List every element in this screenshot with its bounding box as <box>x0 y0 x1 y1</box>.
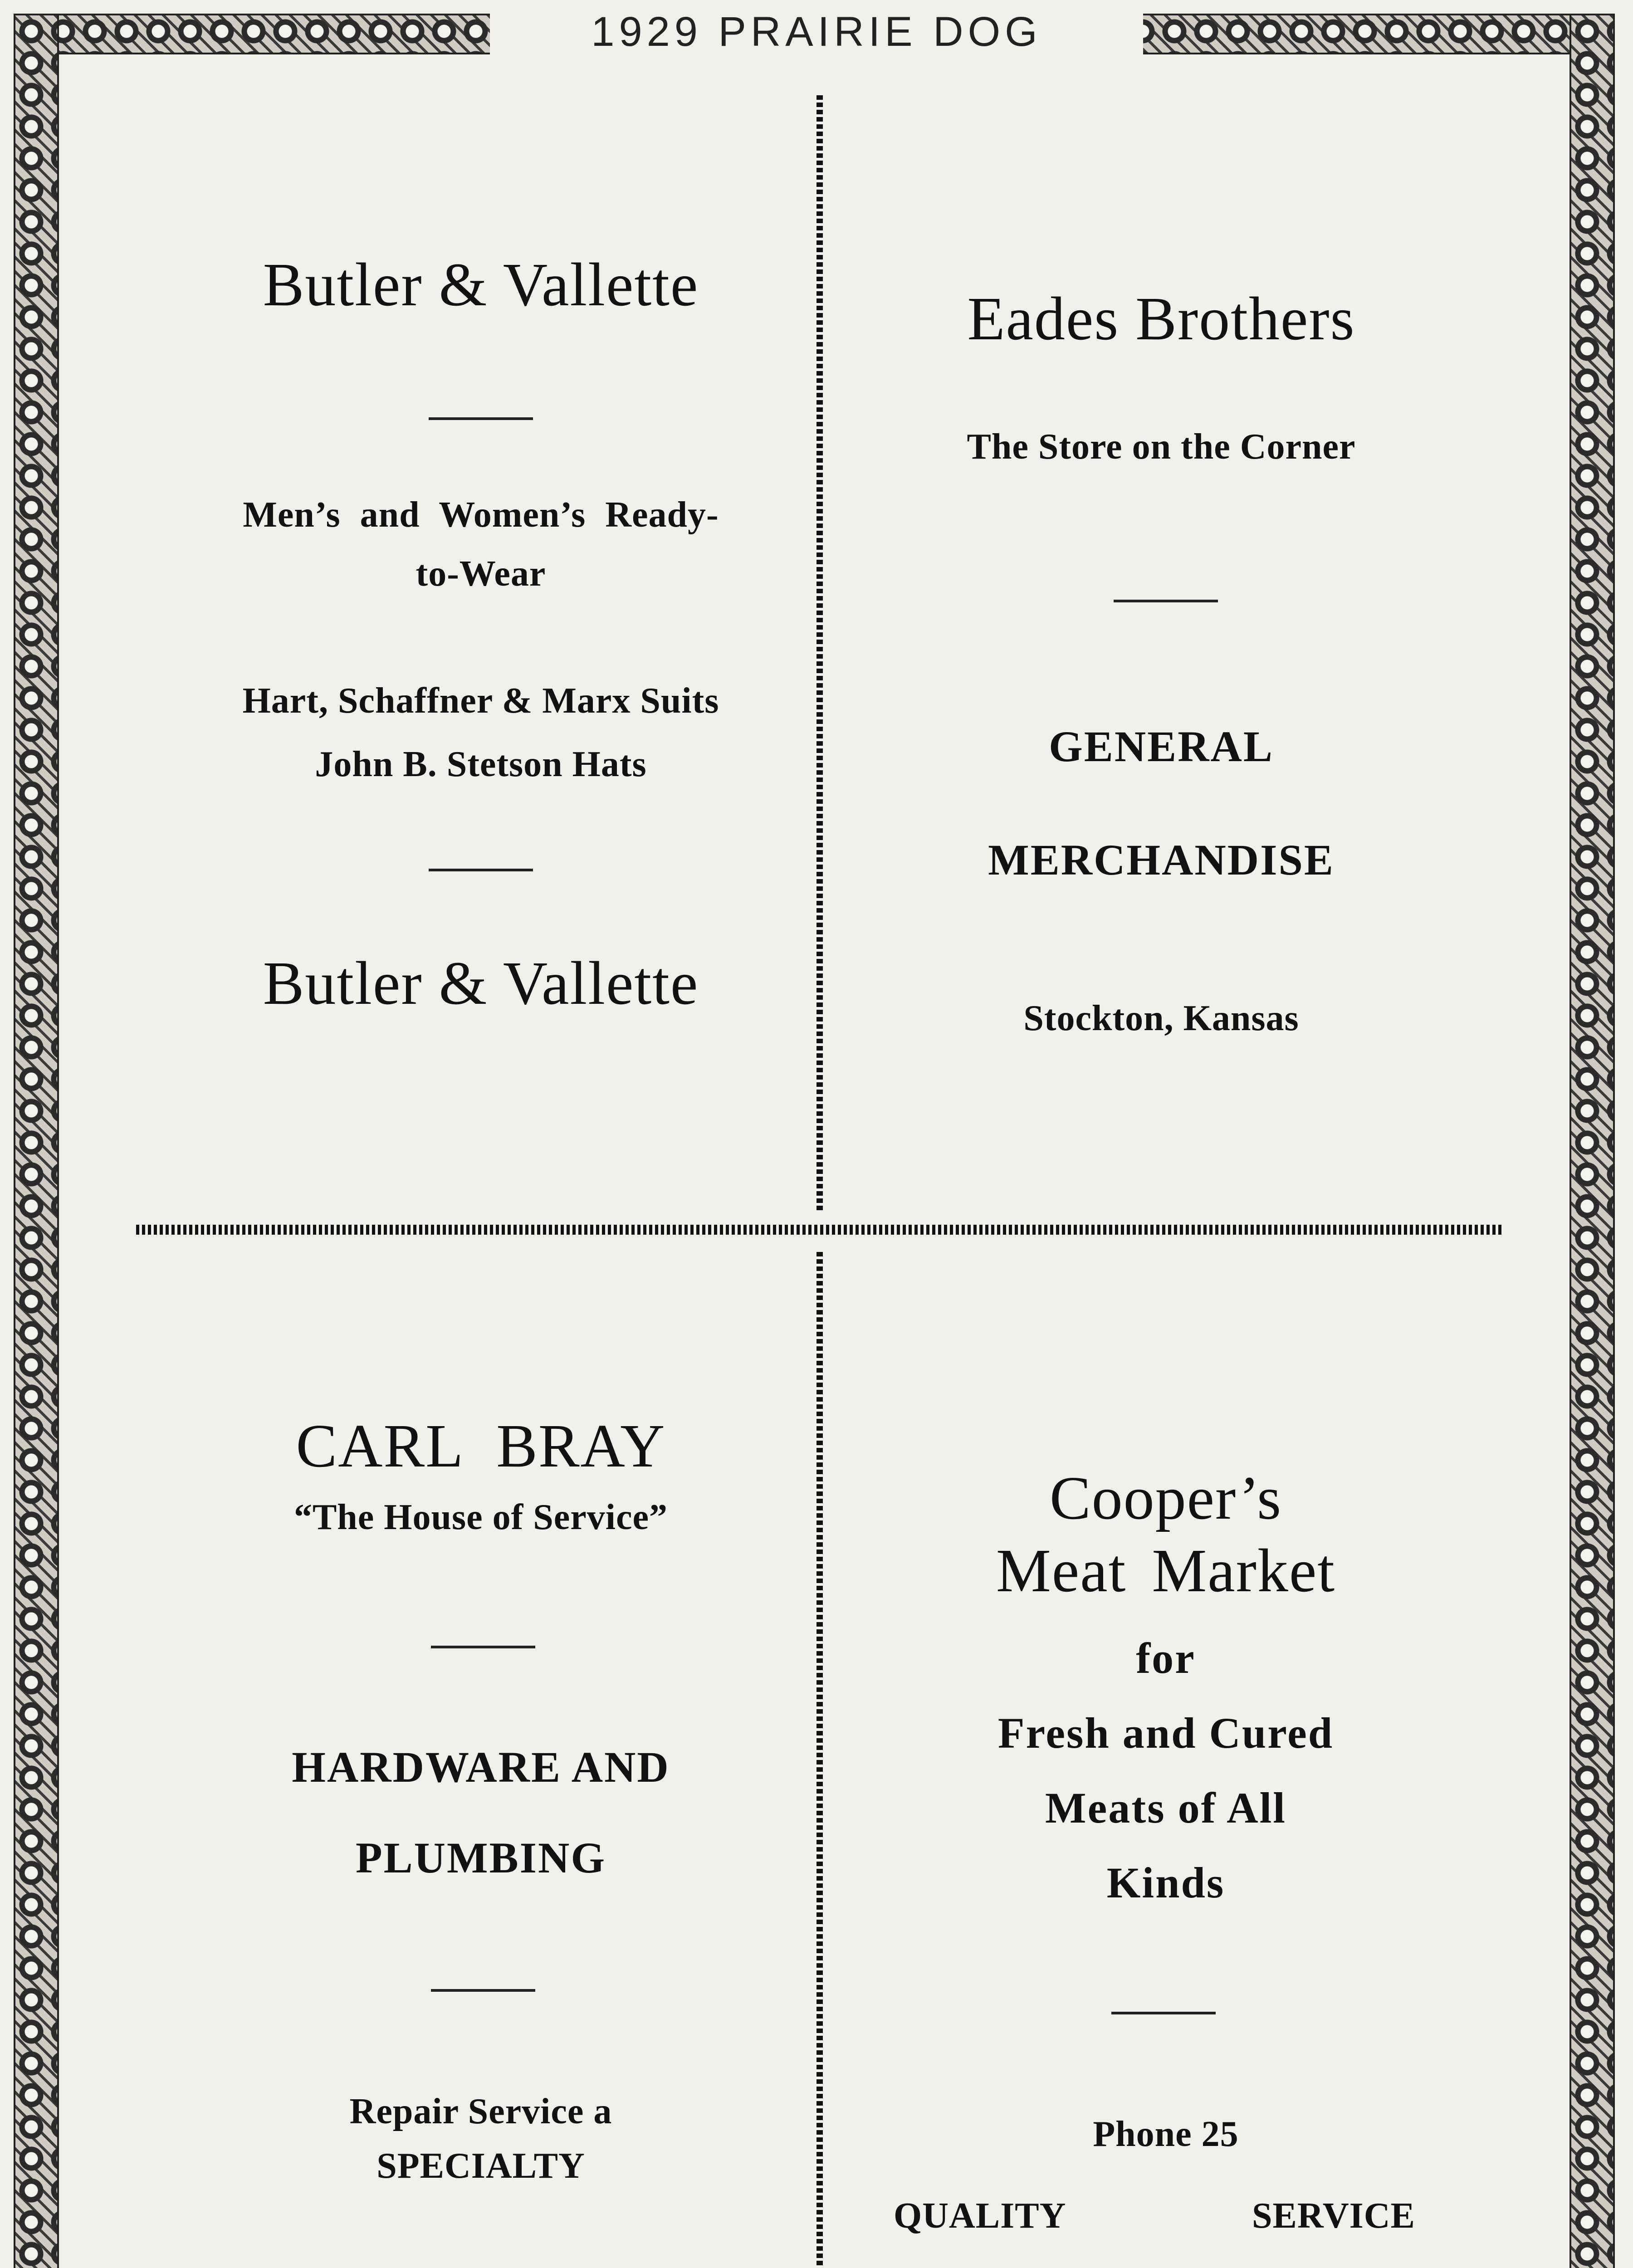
vertical-divider-bottom <box>816 1252 823 2268</box>
ad-butler-line-4: John B. Stetson Hats <box>315 744 647 784</box>
ad-cooper-line-3: Meats of All <box>1045 1784 1286 1832</box>
ad-eades-location: Stockton, Kansas <box>1023 998 1299 1038</box>
horizontal-divider <box>136 1225 1501 1235</box>
decorative-border-left <box>14 14 59 2268</box>
ad-bray-tagline: “The House of Service” <box>293 1497 668 1537</box>
header-band <box>490 0 1143 64</box>
ad-bray-line-2: PLUMBING <box>356 1833 606 1882</box>
ad-eades-line-2: MERCHANDISE <box>988 836 1335 884</box>
ad-bray-name: CARL BRAY <box>296 1412 666 1480</box>
ad-cooper-line-2: Fresh and Cured <box>997 1709 1334 1757</box>
ad-cooper-name-line-2: Meat Market <box>996 1537 1336 1605</box>
ad-butler-line-3: Hart, Schaffner & Marx Suits <box>242 681 719 721</box>
ad-cooper-quality: QUALITY <box>894 2196 1066 2236</box>
ad-eades-tagline: The Store on the Corner <box>967 427 1356 467</box>
ad-butler-dash-1 <box>429 417 533 420</box>
ad-eades-name: Eades Brothers <box>967 285 1355 353</box>
ad-butler-name-top: Butler & Vallette <box>263 251 699 319</box>
decorative-border-right <box>1569 14 1615 2268</box>
ad-bray-line-3: Repair Service a <box>349 2092 612 2131</box>
ad-butler-line-2: to-Wear <box>416 554 546 594</box>
ad-butler-dash-2 <box>429 869 533 871</box>
ad-cooper-line-1: for <box>1136 1634 1196 1682</box>
ad-bray-line-1: HARDWARE AND <box>292 1743 670 1791</box>
ad-cooper-service: SERVICE <box>1252 2196 1415 2236</box>
ad-butler-line-1: Men’s and Women’s Ready- <box>243 495 719 535</box>
ad-cooper-name-line-1: Cooper’s <box>1049 1464 1282 1532</box>
ad-eades-line-1: GENERAL <box>1049 722 1274 771</box>
vertical-divider-top <box>816 95 823 1211</box>
ad-cooper-line-4: Kinds <box>1106 1858 1225 1907</box>
ad-cooper-phone: Phone 25 <box>1093 2114 1239 2154</box>
ad-bray-dash-2 <box>431 1989 535 1992</box>
page-header-title: 1929 PRAIRIE DOG <box>591 8 1042 55</box>
ad-butler-name-bottom: Butler & Vallette <box>263 949 699 1017</box>
ad-eades-dash <box>1114 600 1218 602</box>
ad-cooper-dash <box>1111 2012 1216 2014</box>
ad-bray-dash-1 <box>431 1646 535 1648</box>
ad-bray-line-4: SPECIALTY <box>376 2146 585 2186</box>
